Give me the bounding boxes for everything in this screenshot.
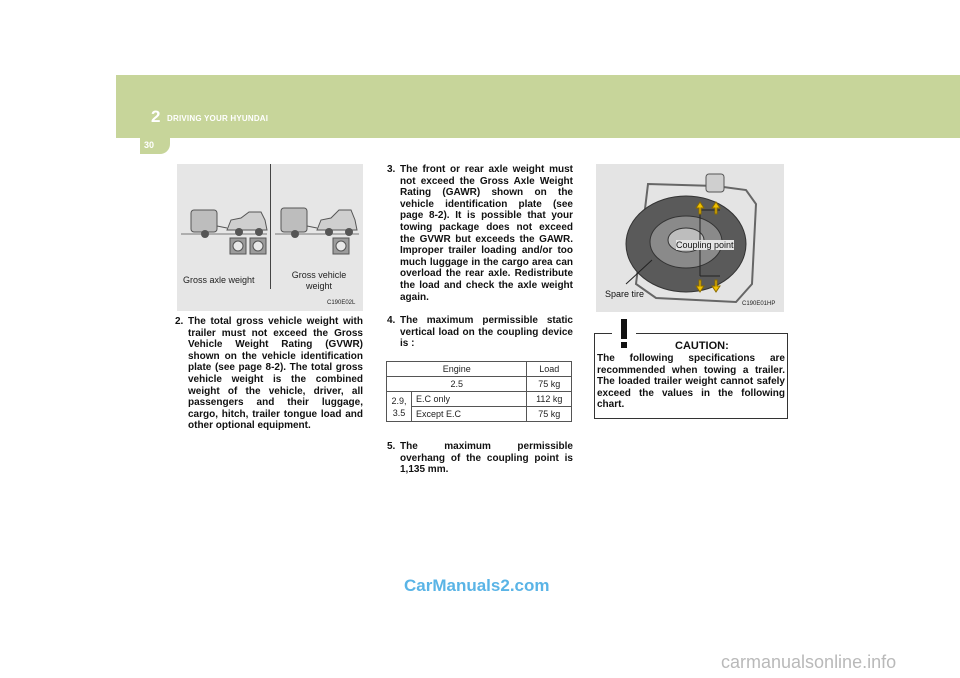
gross-vehicle-weight-label: Gross vehicle weight	[291, 270, 347, 291]
item-5	[387, 441, 573, 476]
spare-tire-illustration	[596, 164, 784, 312]
item-4	[387, 315, 573, 350]
item-2-number: 2.	[175, 316, 184, 327]
caution-box	[594, 333, 788, 419]
table-header-engine: Engine	[387, 362, 527, 377]
figure-code: C190E01HP	[742, 301, 776, 307]
item-5-number: 5.	[387, 441, 396, 452]
chapter-title: DRIVING YOUR HYUNDAI	[167, 114, 269, 123]
coupling-point-label: Coupling point	[676, 240, 734, 250]
item-4-number: 4.	[387, 315, 396, 326]
item-2-text: The total gross vehicle weight with trailer must not exceed the Gross Vehicle Weight Rating (GVWR) shown on the vehicle identification plate (see page 8-2). The total gross vehicle weight is the combined weight of the vehicle, driver, all passengers and their luggage, cargo, hitch, trailer tongue load and other optional equipment.	[188, 316, 363, 432]
coupling-load-table	[386, 361, 572, 422]
item-3	[387, 164, 573, 303]
watermark-top: CarManuals2.com	[404, 576, 550, 595]
table-cell-load: 75 kg	[527, 377, 572, 392]
table-cell-sub: Except E.C	[412, 407, 527, 422]
weight-illustration	[177, 164, 363, 311]
table-cell-sub: E.C only	[412, 392, 527, 407]
item-2	[175, 316, 363, 432]
spare-tire-label: Spare tire	[605, 289, 645, 299]
item-3-text: The front or rear axle weight must not exceed the Gross Axle Weight Rating (GAWR) shown on the vehicle identification plate (see page 8-2). It is possible that your towing package does not exceed the GVWR but exceeds the GAWR. Improper trailer loading and/or too much luggage in the cargo area can overload the rear axle. Redistribute the load and check the axle weight again.	[400, 164, 573, 303]
figure-code: C190E02L	[327, 300, 356, 306]
gross-axle-weight-label: Gross axle weight	[183, 275, 255, 285]
table-cell-engine-group: 2.9, 3.5	[387, 392, 412, 422]
item-4-text: The maximum permissible static vertical load on the coupling device is :	[400, 315, 573, 350]
caution-title: CAUTION:	[675, 340, 729, 352]
header-band	[116, 75, 960, 138]
page-number: 30	[144, 140, 155, 150]
table-cell-load: 75 kg	[527, 407, 572, 422]
caution-text: The following specifications are recommended when towing a trailer. The loaded trailer weight cannot safely exceed the values in the following chart.	[597, 353, 785, 411]
table-header-load: Load	[527, 362, 572, 377]
table-row	[387, 407, 572, 422]
table-row	[387, 377, 572, 392]
table-row	[387, 392, 572, 407]
table-cell-engine: 2.5	[387, 377, 527, 392]
warning-icon	[612, 316, 636, 350]
chapter-number: 2	[151, 107, 161, 126]
item-5-text: The maximum permissible overhang of the coupling point is 1,135 mm.	[400, 441, 573, 476]
table-cell-load: 112 kg	[527, 392, 572, 407]
figure-divider	[270, 164, 271, 289]
watermark-bottom: carmanualsonline.info	[721, 652, 897, 672]
table-header-row	[387, 362, 572, 377]
item-3-number: 3.	[387, 164, 396, 175]
